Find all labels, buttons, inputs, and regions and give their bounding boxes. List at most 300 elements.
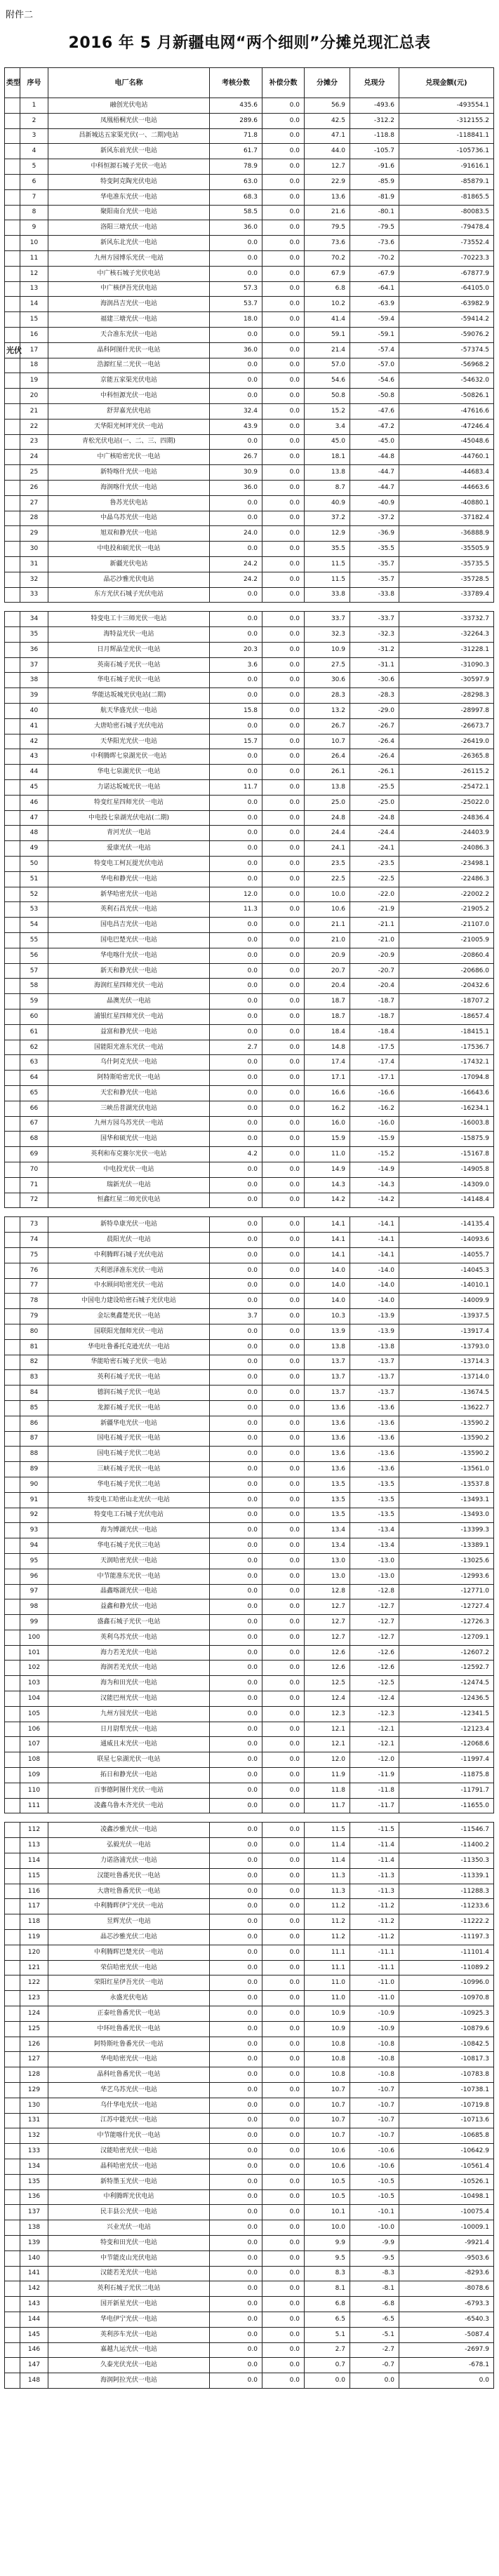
- row-index: 88: [20, 1447, 48, 1462]
- comp-score: 0.0: [262, 526, 305, 542]
- row-index: 5: [20, 159, 48, 175]
- share-score: 8.1: [305, 2281, 350, 2297]
- category-cell-blank: [5, 495, 20, 511]
- category-cell-blank: [5, 1798, 20, 1813]
- share-score: 21.6: [305, 205, 350, 220]
- assess-score: 0.0: [210, 2144, 262, 2159]
- amount: -30597.9: [399, 673, 494, 688]
- amount: -85879.1: [399, 174, 494, 189]
- plant-name: 特变电工柯瓦提光伏电站: [48, 857, 210, 872]
- amount: -9503.6: [399, 2250, 494, 2266]
- amount: -35728.5: [399, 572, 494, 587]
- comp-score: 0.0: [262, 312, 305, 328]
- assess-score: 15.7: [210, 734, 262, 749]
- comp-score: 0.0: [262, 1339, 305, 1355]
- comp-score: 0.0: [262, 1462, 305, 1477]
- assess-score: 0.0: [210, 765, 262, 780]
- amount: -45048.6: [399, 434, 494, 450]
- amount: -33789.4: [399, 587, 494, 603]
- assess-score: 0.0: [210, 963, 262, 979]
- share-score: 30.6: [305, 673, 350, 688]
- assess-score: 0.0: [210, 2281, 262, 2297]
- plant-name: 新特喀什光伏一电站: [48, 465, 210, 481]
- row-index: 15: [20, 312, 48, 328]
- row-index: 2: [20, 113, 48, 128]
- settle-score: -29.0: [350, 704, 399, 719]
- amount: -54632.0: [399, 373, 494, 389]
- category-cell-blank: [5, 1217, 20, 1233]
- amount: -17536.7: [399, 1040, 494, 1055]
- comp-score: 0.0: [262, 1615, 305, 1630]
- category-cell-blank: [5, 465, 20, 481]
- plant-name: 永盛光伏电站: [48, 1991, 210, 2006]
- category-cell-blank: [5, 1462, 20, 1477]
- plant-name: 国电昌吉光伏一电站: [48, 918, 210, 933]
- category-cell-blank: [5, 933, 20, 948]
- row-index: 95: [20, 1553, 48, 1569]
- row-index: 40: [20, 704, 48, 719]
- amount: -8078.6: [399, 2281, 494, 2297]
- settle-score: 0.0: [350, 2373, 399, 2389]
- amount: -12726.3: [399, 1615, 494, 1630]
- settle-score: -54.6: [350, 373, 399, 389]
- row-index: 116: [20, 1884, 48, 1899]
- table-row: [5, 1615, 494, 1630]
- plant-name: 天利恩泽准东光伏一电站: [48, 1263, 210, 1278]
- assess-score: 0.0: [210, 857, 262, 872]
- row-index: 44: [20, 765, 48, 780]
- table-row: [5, 918, 494, 933]
- assess-score: 32.4: [210, 403, 262, 419]
- comp-score: 0.0: [262, 1492, 305, 1508]
- table-row: [5, 250, 494, 266]
- category-cell-blank: [5, 556, 20, 572]
- comp-score: 0.0: [262, 1991, 305, 2006]
- assess-score: 0.0: [210, 1599, 262, 1615]
- settle-score: -18.4: [350, 1024, 399, 1040]
- settle-score: -13.5: [350, 1492, 399, 1508]
- assess-score: 0.0: [210, 1538, 262, 1554]
- row-index: 75: [20, 1247, 48, 1263]
- amount: -36888.9: [399, 526, 494, 542]
- assess-score: 0.0: [210, 1101, 262, 1116]
- row-index: 87: [20, 1431, 48, 1447]
- assess-score: 0.0: [210, 1071, 262, 1086]
- plant-name: 弘毅光伏一电站: [48, 1838, 210, 1853]
- table-row: [5, 1508, 494, 1523]
- comp-score: 0.0: [262, 98, 305, 114]
- assess-score: 61.7: [210, 144, 262, 159]
- category-cell-blank: [5, 1599, 20, 1615]
- assess-score: 0.0: [210, 627, 262, 643]
- settle-score: -11.7: [350, 1798, 399, 1813]
- share-score: 11.2: [305, 1914, 350, 1930]
- row-index: 138: [20, 2220, 48, 2236]
- share-score: 70.2: [305, 250, 350, 266]
- table-row: [5, 826, 494, 841]
- share-score: 14.1: [305, 1233, 350, 1248]
- amount: -50826.1: [399, 389, 494, 404]
- settle-score: -28.3: [350, 688, 399, 704]
- share-score: 10.9: [305, 2006, 350, 2022]
- comp-score: 0.0: [262, 450, 305, 465]
- table-row: [5, 2205, 494, 2220]
- assess-score: 0.0: [210, 1884, 262, 1899]
- category-cell-blank: [5, 358, 20, 373]
- amount: -73552.4: [399, 236, 494, 251]
- category-cell-blank: [5, 1868, 20, 1884]
- share-score: 37.2: [305, 511, 350, 526]
- settle-score: -10.7: [350, 2098, 399, 2113]
- plant-name: 华电和静光伏一电站: [48, 871, 210, 887]
- table-row: [5, 266, 494, 281]
- category-cell-blank: [5, 542, 20, 557]
- row-index: 112: [20, 1823, 48, 1838]
- plant-name: 华电伊宁光伏一电站: [48, 2312, 210, 2327]
- share-score: 12.5: [305, 1676, 350, 1691]
- plant-name: 晶科阿图什光伏一电站: [48, 342, 210, 358]
- category-cell-blank: [5, 205, 20, 220]
- share-score: 11.5: [305, 572, 350, 587]
- table-row: [5, 1768, 494, 1783]
- row-index: 113: [20, 1838, 48, 1853]
- plant-name: 航天华盛光伏一电站: [48, 704, 210, 719]
- amount: -10498.1: [399, 2189, 494, 2205]
- table-row: [5, 1645, 494, 1661]
- assess-score: 0.0: [210, 2098, 262, 2113]
- amount: -18415.1: [399, 1024, 494, 1040]
- share-score: 13.6: [305, 1431, 350, 1447]
- comp-score: 0.0: [262, 1416, 305, 1431]
- share-score: 12.7: [305, 1630, 350, 1645]
- comp-score: 0.0: [262, 1838, 305, 1853]
- comp-score: 0.0: [262, 1752, 305, 1768]
- amount: -13537.8: [399, 1477, 494, 1492]
- category-cell-blank: [5, 1477, 20, 1492]
- plant-name: 华电哈密光伏一电站: [48, 2052, 210, 2067]
- comp-score: 0.0: [262, 1538, 305, 1554]
- plant-name: 新疆光伏电站: [48, 556, 210, 572]
- comp-score: 0.0: [262, 795, 305, 810]
- category-cell-blank: [5, 2342, 20, 2358]
- amount: -312155.2: [399, 113, 494, 128]
- share-score: 13.4: [305, 1523, 350, 1538]
- category-cell-blank: [5, 857, 20, 872]
- settle-score: -36.9: [350, 526, 399, 542]
- assess-score: 0.0: [210, 2189, 262, 2205]
- row-index: 86: [20, 1416, 48, 1431]
- amount: -25472.1: [399, 780, 494, 796]
- assess-score: 0.0: [210, 2205, 262, 2220]
- category-cell-blank: [5, 841, 20, 857]
- category-cell-blank: [5, 657, 20, 673]
- row-index: 141: [20, 2266, 48, 2281]
- plant-name: 乌什华电光伏一电站: [48, 2098, 210, 2113]
- settle-score: -6.5: [350, 2312, 399, 2327]
- page-break-gap: [5, 603, 494, 612]
- amount: -24086.3: [399, 841, 494, 857]
- share-score: 10.7: [305, 2083, 350, 2098]
- settle-score: -9.5: [350, 2250, 399, 2266]
- plant-name: 华电七泉湖光伏一电站: [48, 765, 210, 780]
- row-index: 85: [20, 1400, 48, 1416]
- amount: -70223.3: [399, 250, 494, 266]
- assess-score: 0.0: [210, 1386, 262, 1401]
- table-row: [5, 2281, 494, 2297]
- category-cell-blank: [5, 1055, 20, 1071]
- assess-score: 0.0: [210, 495, 262, 511]
- settle-score: -13.4: [350, 1538, 399, 1554]
- table-row: [5, 1294, 494, 1309]
- share-score: 73.6: [305, 236, 350, 251]
- assess-score: 0.0: [210, 373, 262, 389]
- category-cell-blank: [5, 1101, 20, 1116]
- table-row: [5, 749, 494, 765]
- comp-score: 0.0: [262, 2159, 305, 2174]
- row-index: 137: [20, 2205, 48, 2220]
- plant-name: 晶芯沙雅光伏二电站: [48, 1930, 210, 1945]
- row-index: 65: [20, 1086, 48, 1101]
- assess-score: 0.0: [210, 1569, 262, 1584]
- share-score: 14.2: [305, 1193, 350, 1208]
- category-cell-blank: [5, 1309, 20, 1324]
- header-assess-score: 考核分数: [210, 68, 262, 98]
- category-cell-blank: [5, 2312, 20, 2327]
- assess-score: 15.8: [210, 704, 262, 719]
- table-row: [5, 887, 494, 902]
- table-row: [5, 1147, 494, 1162]
- amount: -81865.5: [399, 189, 494, 205]
- comp-score: 0.0: [262, 1945, 305, 1960]
- row-index: 128: [20, 2067, 48, 2083]
- category-cell-blank: [5, 1416, 20, 1431]
- row-index: 58: [20, 979, 48, 994]
- share-score: 33.7: [305, 612, 350, 627]
- comp-score: 0.0: [262, 857, 305, 872]
- share-score: 10.5: [305, 2174, 350, 2189]
- settle-score: -85.9: [350, 174, 399, 189]
- category-cell-blank: [5, 1523, 20, 1538]
- row-index: 133: [20, 2144, 48, 2159]
- settle-score: -16.6: [350, 1086, 399, 1101]
- row-index: 117: [20, 1899, 48, 1914]
- category-cell-blank: [5, 1553, 20, 1569]
- plant-name: 天合准东光伏一电站: [48, 327, 210, 342]
- amount: -493554.1: [399, 98, 494, 114]
- comp-score: 0.0: [262, 1324, 305, 1339]
- comp-score: 0.0: [262, 887, 305, 902]
- share-score: 13.5: [305, 1477, 350, 1492]
- plant-name: 福建三塘光伏一电站: [48, 312, 210, 328]
- amount: -12068.6: [399, 1737, 494, 1752]
- assess-score: 0.0: [210, 389, 262, 404]
- table-row: [5, 1177, 494, 1193]
- table-row: [5, 1691, 494, 1707]
- settle-score: -20.9: [350, 948, 399, 963]
- comp-score: 0.0: [262, 542, 305, 557]
- category-cell-blank: [5, 2083, 20, 2098]
- amount: -20432.6: [399, 979, 494, 994]
- assess-score: 0.0: [210, 1945, 262, 1960]
- comp-score: 0.0: [262, 1217, 305, 1233]
- share-score: 11.5: [305, 1823, 350, 1838]
- category-cell-blank: [5, 765, 20, 780]
- share-score: 54.6: [305, 373, 350, 389]
- settle-score: -14.3: [350, 1177, 399, 1193]
- assess-score: 0.0: [210, 871, 262, 887]
- assess-score: 0.0: [210, 1009, 262, 1025]
- plant-name: 海特益光伏一电站: [48, 627, 210, 643]
- share-score: 10.0: [305, 887, 350, 902]
- comp-score: 0.0: [262, 2358, 305, 2373]
- category-cell-blank: [5, 810, 20, 826]
- amount: -37182.4: [399, 511, 494, 526]
- row-index: 31: [20, 556, 48, 572]
- plant-name: 日月尉犁光伏一电站: [48, 1722, 210, 1737]
- settle-score: -11.2: [350, 1914, 399, 1930]
- row-index: 70: [20, 1162, 48, 1177]
- settle-score: -35.7: [350, 556, 399, 572]
- row-index: 143: [20, 2297, 48, 2312]
- category-cell-blank: [5, 1691, 20, 1707]
- amount: -13399.3: [399, 1523, 494, 1538]
- header-plant-name: 电厂名称: [48, 68, 210, 98]
- category-cell-blank: [5, 1040, 20, 1055]
- row-index: 28: [20, 511, 48, 526]
- category-cell-blank: [5, 2235, 20, 2250]
- plant-name: 中利腾晖伊宁光伏一电站: [48, 1899, 210, 1914]
- table-row: [5, 1853, 494, 1869]
- share-score: 9.9: [305, 2235, 350, 2250]
- category-cell-blank: [5, 250, 20, 266]
- amount: -11089.2: [399, 1960, 494, 1975]
- category-cell-blank: [5, 2250, 20, 2266]
- comp-score: 0.0: [262, 205, 305, 220]
- plant-name: 汉能哈密光伏一电站: [48, 2144, 210, 2159]
- comp-score: 0.0: [262, 2113, 305, 2128]
- settle-score: -12.6: [350, 1645, 399, 1661]
- share-score: 11.2: [305, 1930, 350, 1945]
- category-cell-blank: [5, 2021, 20, 2037]
- share-score: 11.3: [305, 1884, 350, 1899]
- comp-score: 0.0: [262, 2174, 305, 2189]
- plant-name: 国华和硕光伏一电站: [48, 1132, 210, 1147]
- comp-score: 0.0: [262, 612, 305, 627]
- plant-name: 天润哈密光伏一电站: [48, 1553, 210, 1569]
- assess-score: 0.0: [210, 795, 262, 810]
- category-cell-blank: [5, 642, 20, 657]
- share-score: 11.9: [305, 1768, 350, 1783]
- share-score: 14.0: [305, 1263, 350, 1278]
- assess-score: 53.7: [210, 297, 262, 312]
- header-share-score: 分摊分: [305, 68, 350, 98]
- row-index: 54: [20, 918, 48, 933]
- amount: -10783.8: [399, 2067, 494, 2083]
- settle-score: -11.0: [350, 1991, 399, 2006]
- table-row: [5, 1991, 494, 2006]
- comp-score: 0.0: [262, 657, 305, 673]
- category-cell-blank: [5, 2220, 20, 2236]
- row-index: 147: [20, 2358, 48, 2373]
- table-row: [5, 1116, 494, 1132]
- assess-score: 0.0: [210, 2006, 262, 2022]
- amount: -13590.2: [399, 1447, 494, 1462]
- share-score: 10.0: [305, 2220, 350, 2236]
- table-row: [5, 1538, 494, 1554]
- share-score: 13.6: [305, 1416, 350, 1431]
- table-header-row: [5, 68, 494, 98]
- comp-score: 0.0: [262, 159, 305, 175]
- table-row: [5, 159, 494, 175]
- share-score: 14.0: [305, 1294, 350, 1309]
- row-index: 56: [20, 948, 48, 963]
- category-cell-blank: [5, 1132, 20, 1147]
- comp-score: 0.0: [262, 128, 305, 144]
- settle-score: -35.7: [350, 572, 399, 587]
- settle-score: -14.9: [350, 1162, 399, 1177]
- settle-score: -13.5: [350, 1477, 399, 1492]
- plant-name: 中电投七泉湖光伏电站(二期): [48, 810, 210, 826]
- category-cell-blank: [5, 749, 20, 765]
- plant-name: 凤凰梧桐光伏一电站: [48, 113, 210, 128]
- row-index: 7: [20, 189, 48, 205]
- settle-score: -23.5: [350, 857, 399, 872]
- amount: -33732.7: [399, 612, 494, 627]
- settle-score: -10.6: [350, 2159, 399, 2174]
- comp-score: 0.0: [262, 144, 305, 159]
- row-index: 61: [20, 1024, 48, 1040]
- amount: -35505.9: [399, 542, 494, 557]
- amount: -56968.2: [399, 358, 494, 373]
- row-index: 72: [20, 1193, 48, 1208]
- plant-name: 海润昌吉光伏一电站: [48, 297, 210, 312]
- share-score: 22.5: [305, 871, 350, 887]
- share-score: 10.8: [305, 2067, 350, 2083]
- plant-name: 嘉越九运光伏一电站: [48, 2342, 210, 2358]
- share-score: 14.1: [305, 1247, 350, 1263]
- row-index: 63: [20, 1055, 48, 1071]
- category-cell-blank: [5, 1400, 20, 1416]
- assess-score: 0.0: [210, 1324, 262, 1339]
- share-score: 10.3: [305, 1309, 350, 1324]
- table-row: [5, 1838, 494, 1853]
- category-cell-blank: [5, 113, 20, 128]
- plant-name: 国能阳光准东光伏一电站: [48, 1040, 210, 1055]
- plant-name: 浦银红星四师光伏一电站: [48, 1009, 210, 1025]
- row-index: 108: [20, 1752, 48, 1768]
- share-score: 10.8: [305, 2052, 350, 2067]
- share-score: 35.5: [305, 542, 350, 557]
- category-cell-blank: [5, 1661, 20, 1676]
- share-score: 42.5: [305, 113, 350, 128]
- table-row: [5, 1737, 494, 1752]
- comp-score: 0.0: [262, 2220, 305, 2236]
- table-row: [5, 1553, 494, 1569]
- comp-score: 0.0: [262, 572, 305, 587]
- table-row: [5, 1071, 494, 1086]
- plant-name: 久泰光伏光伏一电站: [48, 2358, 210, 2373]
- settle-score: -47.6: [350, 403, 399, 419]
- plant-name: 阿特斯吐鲁番光伏一电站: [48, 2037, 210, 2052]
- share-score: 10.8: [305, 2037, 350, 2052]
- amount: -10009.1: [399, 2220, 494, 2236]
- settle-score: -11.3: [350, 1884, 399, 1899]
- assess-score: 0.0: [210, 1630, 262, 1645]
- plant-name: 通威且末光伏一电站: [48, 1737, 210, 1752]
- share-score: 20.7: [305, 963, 350, 979]
- assess-score: 0.0: [210, 2037, 262, 2052]
- table-row: [5, 2297, 494, 2312]
